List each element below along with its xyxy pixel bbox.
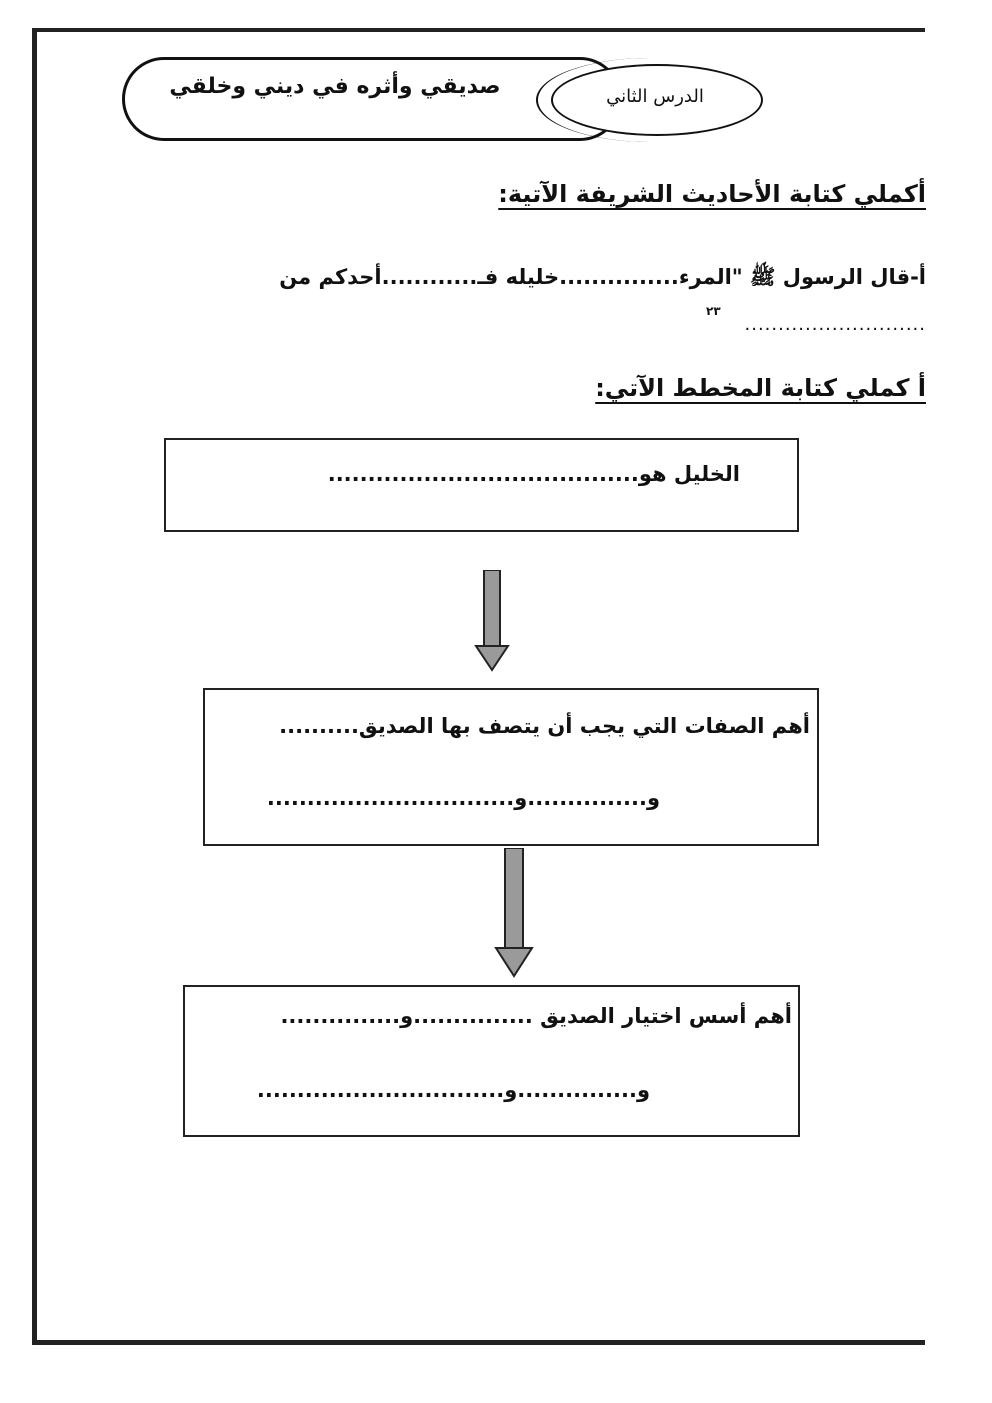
down-arrow-icon — [494, 848, 534, 978]
section2-heading: أ كملي كتابة المخطط الآتي: — [595, 374, 926, 402]
flow-box-2-line-2: و...............و............................... — [266, 786, 660, 810]
page-border — [32, 28, 925, 1345]
flow-box-1-text: الخليل هو....................................... — [327, 462, 740, 486]
hadith-line-2: ........................... — [744, 314, 926, 335]
flow-box-2-line-1: أهم الصفات التي يجب أن يتصف بها الصديق.......... — [279, 714, 810, 738]
section1-heading: أكملي كتابة الأحاديث الشريفة الآتية: — [498, 180, 926, 208]
footnote-number: ٢٣ — [706, 304, 721, 318]
lesson-label: الدرس الثاني — [606, 86, 704, 107]
flow-box-2 — [203, 688, 819, 846]
page-title: صديقي وأثره في ديني وخلقي — [169, 74, 501, 99]
down-arrow-icon — [474, 570, 510, 672]
page-edge — [925, 0, 992, 1403]
flow-box-3-line-1: أهم أسس اختيار الصديق ...............و............... — [280, 1004, 792, 1028]
hadith-line-1: أ-قال الرسول ﷺ "المرء...............خليله فـ............أحدكم من — [279, 265, 926, 289]
flow-box-3-line-2: و...............و............................... — [256, 1078, 650, 1102]
